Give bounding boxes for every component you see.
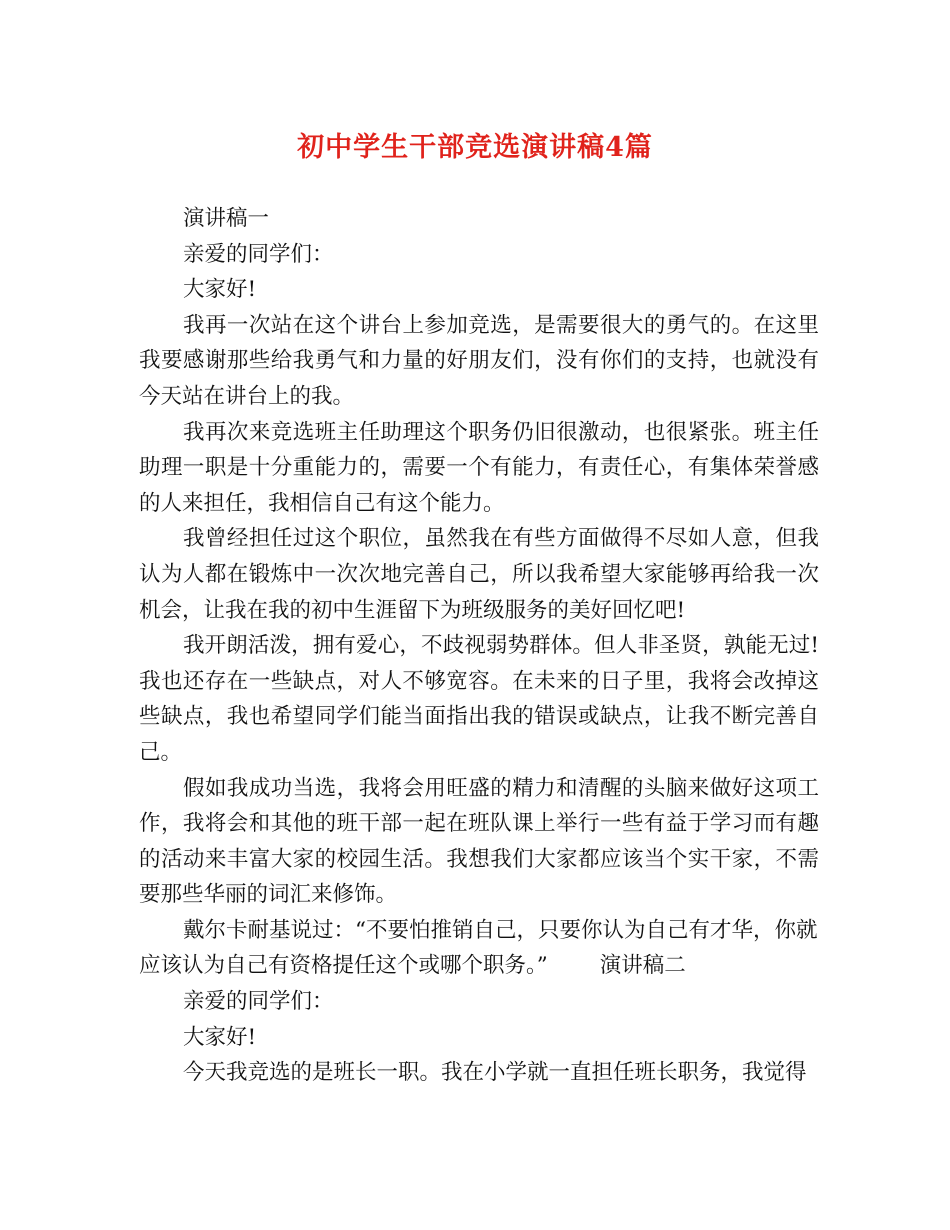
salutation: 亲爱的同学们： <box>183 989 334 1015</box>
body-paragraph: 我再次来竞选班主任助理这个职务仍旧很激动，也很紧张。班主任助理一职是十分重能力的，需要一个有能力，有责任心，有集体荣誉感的人来担任，我相信自己有这个能力。 <box>139 419 819 516</box>
body-paragraph: 假如我成功当选，我将会用旺盛的精力和清醒的头脑来做好这项工作，我将会和其他的班干部一起在班队课上举行一些有益于学习而有趣的活动来丰富大家的校园生活。我想我们大家都应该当个实干家，不需要那些华丽的词汇来修饰。 <box>139 775 819 908</box>
body-paragraph: 我开朗活泼，拥有爱心，不歧视弱势群体。但人非圣贤，孰能无过!我也还存在一些缺点，对人不够宽容。在未来的日子里，我将会改掉这些缺点，我也希望同学们能当面指出我的错误或缺点，让我不断完善自己。 <box>139 633 819 765</box>
quote-paragraph <box>139 913 819 984</box>
greeting: 大家好! <box>183 277 257 303</box>
salutation: 亲爱的同学们： <box>183 241 334 267</box>
section-heading: 演讲稿一 <box>183 206 270 231</box>
section-heading: 演讲稿二 <box>599 953 686 979</box>
body-paragraph: 我曾经担任过这个职位，虽然我在有些方面做得不尽如人意，但我认为人都在锻炼中一次次地完善自己，所以我希望大家能够再给我一次机会，让我在我的初中生涯留下为班级服务的美好回忆吧! <box>139 526 819 623</box>
greeting: 大家好! <box>183 1024 257 1050</box>
document-body <box>139 201 819 1091</box>
body-paragraph: 我再一次站在这个讲台上参加竞选，是需要很大的勇气的。在这里我要感谢那些给我勇气和力量的好朋友们，没有你们的支持，也就没有今天站在讲台上的我。 <box>139 312 819 409</box>
quote-text: 戴尔卡耐基说过：“不要怕推销自己，只要你认为自己有才华，你就应该认为自己有资格提任这个或哪个职务。” <box>139 917 818 979</box>
body-paragraph: 今天我竞选的是班长一职。我在小学就一直担任班长职务，我觉得 <box>183 1060 807 1086</box>
document-title: 初中学生干部竞选演讲稿4篇 <box>297 132 653 163</box>
